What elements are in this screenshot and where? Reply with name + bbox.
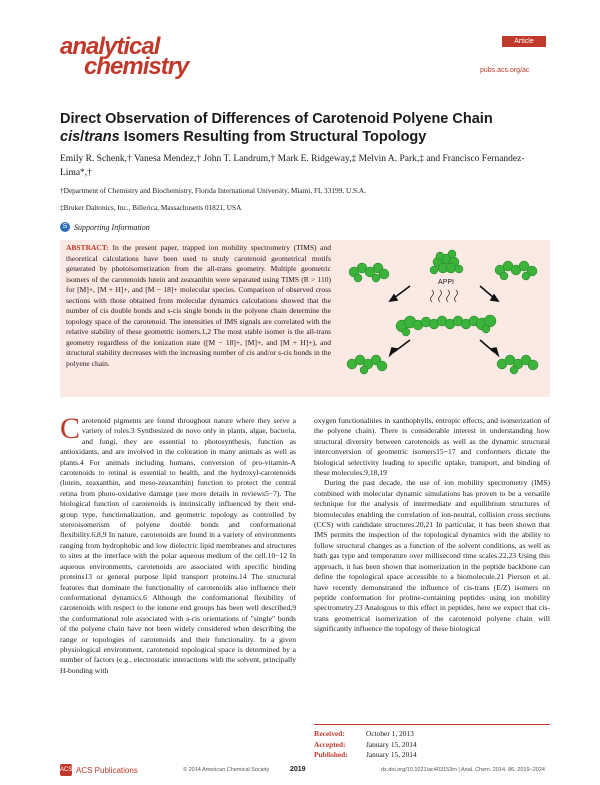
supporting-information-link[interactable] [60, 222, 150, 232]
acs-logo-icon: ACS [60, 764, 72, 776]
abstract-body: In the present paper, trapped ion mobility spectrometry (TIMS) and theoretical calculations have been used to study carotenoid geometrical motifs generated by photoisomerization from the all-trans geometry. Multiple geometric isomers of the carotenoids lutein and zeaxanthin were separated using TIMS (R > 110) for [M]+, [M + H]+, and [M − 18]+ molecular species. Comparison of observed cross sections with those obtained from molecular dynamics calculations showed that the number of cis double bonds and s-cis single bonds in the polyene chain determine the topology space of the carotenoid. The intensities of IMS signals are correlated with the relative stability of these geometric isomers.1,2 The most stable isomer is the all-trans geometry regardless of the ionization state ([M − 18]+, [M]+, and [M + H]+), and structural stability decreases with the increasing number of cis and/or s-cis bonds in the polyene chain. [66, 243, 332, 368]
supporting-info-icon: S [60, 222, 70, 232]
appi-label: APPI [438, 279, 454, 286]
author-list: Emily R. Schenk,† Vanesa Mendez,† John T. Landrum,† Mark E. Ridgeway,‡ Melvin A. Park,‡ and Francisco Fernandez-Lima*,† [60, 154, 525, 178]
drop-cap: C [60, 412, 81, 445]
body-column-right [314, 416, 550, 635]
abstract-text [66, 243, 331, 369]
copyright-text: © 2014 American Chemical Society [183, 767, 270, 773]
doi-citation[interactable]: dx.doi.org/10.1021/ac403153m | Anal. Chem. 2014, 86, 2019−2024 [381, 767, 545, 773]
journal-logo-line1: analytical [60, 33, 160, 60]
page-number: 2019 [290, 766, 306, 773]
paragraph-continued: oxygen functionalities in xanthophylls, entropic effects, and isomerization of the polyene chain). There is considerable interest in understanding how structural diversity between carotenoids as well as the dynamic structural interconversion of geometric isomers15−17 and conformers dictate the biological selectivity leading to specific uptake, transport, and binding of these molecules.9,18,19 [314, 416, 550, 478]
supporting-info-label: Supporting Information [74, 222, 150, 232]
publication-dates: Received: October 1, 2013 Accepted: January 15, 2014 Published: January 15, 2014 [314, 724, 550, 761]
abstract-label: ABSTRACT: [66, 243, 109, 252]
body-column-left [60, 412, 296, 676]
paragraph-ims: During the past decade, the use of ion mobility spectrometry (IMS) combined with molecular dynamic simulations has proven to be a versatile technique for the analysis of intermediate and equilibrium structures of biomolecules enabling the correlation of ion-neutral, collision cross sections (CCS) with candidate structures.20,21 In particular, it has been shown that IMS permits the inspection of the topological dynamics with the ability to follow structural changes as a function of the solvent conditions, as well as bath gas type and temperature over millisecond time scales.22,23 Using this approach, it has been shown that isomerization in the peptide backbone can define the topological space accessible to a biomolecule.21 Pierson et al. have recently demonstrated the influence of cis-trans (E/Z) isomers on peptide conformation for proline-containing peptides using ion mobility spectrometry.23 Analogous to this effect in peptides, here we expect that cis-trans geometrical isomerization of the carotenoid polyene chain will significantly influence the topology of these biological [314, 478, 550, 634]
article-type-badge: Article [502, 36, 546, 47]
journal-url-link[interactable]: pubs.acs.org/ac [480, 67, 530, 74]
affiliation-1: †Department of Chemistry and Biochemistry, Florida International University, Miami, FL 33199, U.S.A. [60, 186, 367, 195]
acs-publications-logo[interactable]: ACS ACS Publications [60, 765, 138, 775]
intro-paragraph: arotenoid pigments are found throughout nature where they serve a variety of roles.3 Synthesized de novo only in plants, algae, bacteria, and fungi, they are essential to photosynthesis, function as antioxidants, and are involved in the coloration in many animals as well as plants.4 For animals including humans, conversion of pro-vitamin-A carotenoids to retinal is essential to health, and the hydroxyl-carotenoids (lutein, zeaxanthin, and meso-zeaxanthin) function to protect the central retina from photo-oxidative damage (see more details in reviews5−7). The biological function of carotenoids is intrinsically influenced by their end-group type, functionalization, and geometric topology as controlled by stereoisomerism of polyene double bonds and conformational flexibility.6,8,9 In nature, carotenoids are found in a variety of environments ranging from hydrophobic and low dielectric lipid membranes and structures to sites at the interface with the polar aqueous medium of the cell.10−12 In aqueous environments, carotenoids are associated with specific binding proteins13 or general purpose lipid transport proteins.14 The structural features that dominate the functionality of carotenoids also influence their conformational dynamics.6 Although the conformational flexibility of carotenoids with respect to the ionone end groups has been well described,9 the conformational role associated with s-cis orientations of "single" bonds of the polyene chain have not been widely considered when describing the range or topologies of carotenoids and their functionality. In a given physiological environment, carotenoid topological space is determined by a number of factors (e.g., electrostatic interactions with the solvent, principally H-bonding with [60, 416, 296, 675]
molecule-illustration [340, 248, 544, 388]
paper-title: Direct Observation of Differences of Carotenoid Polyene Chain cis/trans Isomers Resulting from Structural Topology [60, 111, 493, 145]
journal-logo-line2: chemistry [84, 53, 189, 80]
toc-graphic [340, 248, 544, 388]
affiliation-2: ‡Bruker Daltonics, Inc., Billerica, Massachusetts 01821, USA [60, 203, 242, 212]
